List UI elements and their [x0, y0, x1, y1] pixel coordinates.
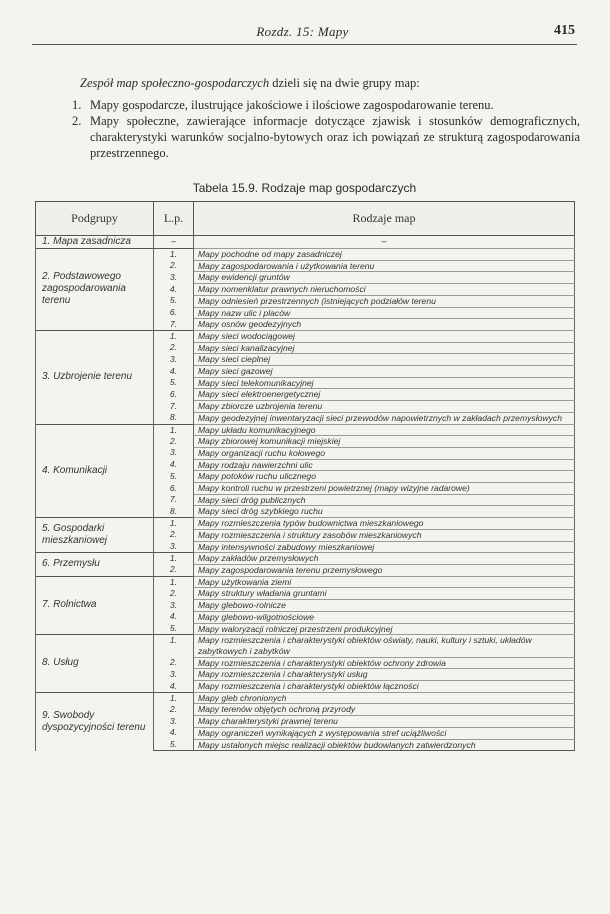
map-type-cell: Mapy ustalonych miejsc realizacji obiektów budowlanych zatwierdzonych: [194, 739, 575, 751]
lp-cell: 2.: [154, 564, 194, 576]
map-type-cell: Mapy odniesień przestrzennych (istniejących podziałów terenu: [194, 295, 575, 307]
table-caption: Tabela 15.9. Rodzaje map gospodarczych: [192, 181, 417, 195]
map-type-cell: Mapy geodezyjnej inwentaryzacji sieci przewodów napowietrznych w zakładach przemysłowych: [194, 412, 575, 424]
map-type-cell: Mapy ograniczeń wynikających z występowania stref uciążliwości: [194, 727, 575, 739]
lp-cell: 2.: [154, 704, 194, 716]
lp-cell: 2.: [154, 260, 194, 272]
map-type-cell: Mapy zagospodarowania terenu przemysłowego: [194, 564, 575, 576]
map-type-cell: Mapy osnów geodezyjnych: [194, 319, 575, 331]
subgroup-cell: 9. Swobody dyspozycyjności terenu: [36, 692, 154, 751]
lp-cell: 4.: [154, 611, 194, 623]
map-type-cell: Mapy rozmieszczenia typów budownictwa mieszkaniowego: [194, 518, 575, 530]
list-item-text: Mapy społeczne, zawierające informacje dotyczące zjawisk i stosunków demograficznych, charakterystyki warunków socjalno-bytowych oraz ich powiązań ze strukturą zagospodarowania przestrzennego.: [90, 114, 580, 160]
map-type-cell: Mapy gleb chronionych: [194, 692, 575, 704]
list-item-number: 1.: [72, 98, 82, 112]
map-type-cell: Mapy intensywności zabudowy mieszkaniowej: [194, 541, 575, 553]
lp-cell: 1.: [154, 249, 194, 261]
lp-cell: 1.: [154, 424, 194, 436]
lp-cell: –: [154, 236, 194, 249]
chapter-title: Rozdz. 15: Mapy: [256, 24, 349, 39]
lp-cell: 5.: [154, 377, 194, 389]
lp-cell: 4.: [154, 366, 194, 378]
map-type-cell: Mapy sieci dróg publicznych: [194, 494, 575, 506]
lp-cell: 4.: [154, 727, 194, 739]
map-type-cell: Mapy struktury władania gruntami: [194, 588, 575, 600]
lp-cell: 1.: [154, 553, 194, 565]
lp-cell: 7.: [154, 494, 194, 506]
header-lp: L.p.: [154, 202, 194, 236]
lp-cell: 3.: [154, 669, 194, 681]
lp-cell: 2.: [154, 436, 194, 448]
lp-cell: 1.: [154, 576, 194, 588]
map-type-cell: Mapy glebowo-rolnicze: [194, 600, 575, 612]
map-type-cell: Mapy rozmieszczenia i struktury zasobów mieszkaniowych: [194, 529, 575, 541]
map-type-cell: Mapy nomenklatur prawnych nieruchomości: [194, 284, 575, 296]
table-row: [36, 330, 575, 342]
lp-cell: 7.: [154, 401, 194, 413]
lp-cell: 1.: [154, 635, 194, 657]
lp-cell: 3.: [154, 272, 194, 284]
table-row: [36, 236, 575, 249]
subgroup-cell: 8. Usług: [36, 635, 154, 693]
subgroup-cell: 3. Uzbrojenie terenu: [36, 330, 154, 424]
list-item: [62, 97, 580, 113]
lp-cell: 3.: [154, 541, 194, 553]
map-type-cell: Mapy układu komunikacyjnego: [194, 424, 575, 436]
running-head: [30, 22, 575, 42]
subgroup-cell: 4. Komunikacji: [36, 424, 154, 518]
header-rule: [32, 44, 577, 45]
table-header-row: [36, 202, 575, 236]
map-type-cell: Mapy waloryzacji rolniczej przestrzeni produkcyjnej: [194, 623, 575, 635]
table-row: [36, 635, 575, 657]
list-item: [62, 113, 580, 161]
subgroup-cell: 1. Mapa zasadnicza: [36, 236, 154, 249]
map-type-cell: Mapy terenów objętych ochroną przyrody: [194, 704, 575, 716]
table-row: [36, 249, 575, 261]
lp-cell: 1.: [154, 692, 194, 704]
lp-cell: 4.: [154, 284, 194, 296]
map-type-cell: Mapy rozmieszczenia i charakterystyki obiektów łączności: [194, 681, 575, 693]
map-type-cell: Mapy kontroli ruchu w przestrzeni powietrznej (mapy wizyjne radarowe): [194, 483, 575, 495]
lp-cell: 5.: [154, 295, 194, 307]
map-type-cell: Mapy nazw ulic i placów: [194, 307, 575, 319]
lp-cell: 8.: [154, 506, 194, 518]
map-type-cell: Mapy rozmieszczenia i charakterystyki obiektów ochrony zdrowia: [194, 657, 575, 669]
map-type-cell: Mapy zagospodarowania i użytkowania terenu: [194, 260, 575, 272]
lp-cell: 2.: [154, 588, 194, 600]
subgroup-cell: 7. Rolnictwa: [36, 576, 154, 635]
lp-cell: 2.: [154, 529, 194, 541]
header-subgroups: Podgrupy: [36, 202, 154, 236]
lp-cell: 3.: [154, 716, 194, 728]
lp-cell: 3.: [154, 600, 194, 612]
map-type-cell: Mapy potoków ruchu ulicznego: [194, 471, 575, 483]
map-type-cell: Mapy rozmieszczenia i charakterystyki obiektów oświaty, nauki, kultury i sztuki, układów zabytkowych i zabytków: [194, 635, 575, 657]
subgroup-cell: 5. Gospodarki mieszkaniowej: [36, 518, 154, 553]
list-item-text: Mapy gospodarcze, ilustrujące jakościowe i ilościowe zagospodarowanie terenu.: [90, 98, 494, 112]
map-type-cell: Mapy zakładów przemysłowych: [194, 553, 575, 565]
map-type-cell: Mapy sieci cieplnej: [194, 354, 575, 366]
lp-cell: 3.: [154, 354, 194, 366]
lp-cell: 5.: [154, 739, 194, 751]
map-type-cell: Mapy rozmieszczenia i charakterystyki usług: [194, 669, 575, 681]
table-row: [36, 553, 575, 565]
lp-cell: 3.: [154, 447, 194, 459]
map-type-cell: Mapy sieci kanalizacyjnej: [194, 342, 575, 354]
map-type-cell: Mapy sieci telekomunikacyjnej: [194, 377, 575, 389]
map-type-cell: Mapy zbiorowej komunikacji miejskiej: [194, 436, 575, 448]
lp-cell: 6.: [154, 307, 194, 319]
map-type-cell: Mapy charakterystyki prawnej terenu: [194, 716, 575, 728]
intro-term: Zespół map społeczno-gospodarczych: [80, 76, 270, 90]
lp-cell: 5.: [154, 623, 194, 635]
table-row: [36, 518, 575, 530]
lp-cell: 8.: [154, 412, 194, 424]
table-row: [36, 424, 575, 436]
map-type-cell: Mapy zbiorcze uzbrojenia terenu: [194, 401, 575, 413]
page-number: 415: [554, 23, 575, 38]
map-type-cell: Mapy użytkowania ziemi: [194, 576, 575, 588]
lp-cell: 5.: [154, 471, 194, 483]
header-map-types: Rodzaje map: [194, 202, 575, 236]
lp-cell: 2.: [154, 657, 194, 669]
table-row: [36, 576, 575, 588]
subgroup-cell: 6. Przemysłu: [36, 553, 154, 576]
table-row: [36, 692, 575, 704]
lp-cell: 6.: [154, 483, 194, 495]
lp-cell: 4.: [154, 459, 194, 471]
subgroup-cell: 2. Podstawowego zagospodarowania terenu: [36, 249, 154, 331]
map-type-cell: –: [194, 236, 575, 249]
table-body: [36, 236, 575, 751]
map-type-cell: Mapy glebowo-wilgotnościowe: [194, 611, 575, 623]
map-type-cell: Mapy sieci elektroenergetycznej: [194, 389, 575, 401]
map-type-cell: Mapy sieci gazowej: [194, 366, 575, 378]
lp-cell: 1.: [154, 518, 194, 530]
lp-cell: 7.: [154, 319, 194, 331]
map-type-cell: Mapy pochodne od mapy zasadniczej: [194, 249, 575, 261]
map-types-table: [35, 201, 575, 751]
map-groups-list: [62, 97, 580, 161]
map-type-cell: Mapy ewidencji gruntów: [194, 272, 575, 284]
lp-cell: 1.: [154, 330, 194, 342]
intro-sentence: [80, 76, 580, 91]
list-item-number: 2.: [72, 114, 82, 128]
map-type-cell: Mapy sieci wodociągowej: [194, 330, 575, 342]
map-type-cell: Mapy organizacji ruchu kołowego: [194, 447, 575, 459]
map-type-cell: Mapy sieci dróg szybkiego ruchu: [194, 506, 575, 518]
lp-cell: 2.: [154, 342, 194, 354]
intro-rest: dzieli się na dwie grupy map:: [269, 76, 420, 90]
lp-cell: 4.: [154, 681, 194, 693]
lp-cell: 6.: [154, 389, 194, 401]
map-type-cell: Mapy rodzaju nawierzchni ulic: [194, 459, 575, 471]
